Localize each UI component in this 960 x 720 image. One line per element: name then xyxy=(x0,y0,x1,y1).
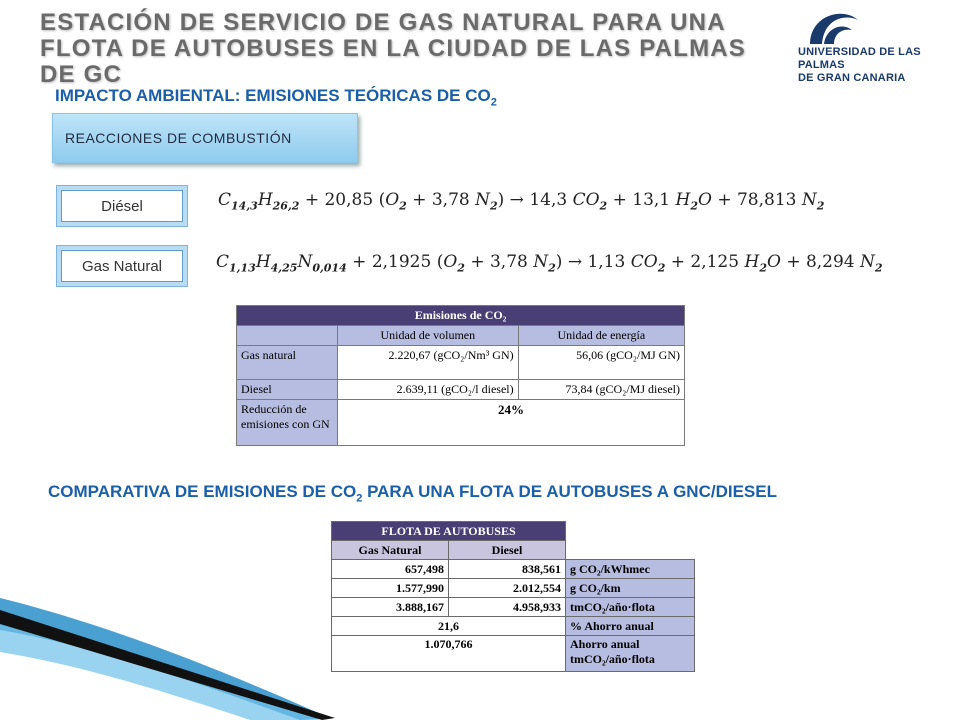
diesel-value: 2.012,554 xyxy=(449,579,566,598)
unit-label: g CO₂/km xyxy=(566,579,695,598)
diesel-label: Diésel xyxy=(61,190,183,222)
row-label: Diesel xyxy=(237,380,338,400)
row-energy: 73,84 (gCO₂/MJ diesel) xyxy=(518,380,684,400)
section2-sub: 2 xyxy=(356,492,363,505)
diesel-equation: $C_{14,3}H_{26,2} + 20,85$ ($O_2 + 3,78$ $N_2) \to 14,3$ $CO_2 + 13,1$ $H_2O + 78,813$ $N_2$ xyxy=(218,190,825,213)
gas-natural-button[interactable] xyxy=(56,245,188,287)
row-vol: 2.220,67 (gCO₂/Nm³ GN) xyxy=(338,346,519,380)
gas-label: Gas Natural xyxy=(61,250,183,282)
table-row xyxy=(237,346,685,380)
col-diesel: Diesel xyxy=(449,541,566,560)
section-heading-comparison xyxy=(48,482,777,504)
empty-cell xyxy=(566,541,695,560)
slide-title: ESTACIÓN DE SERVICIO DE GAS NATURAL PARA UNA FLOTA DE AUTOBUSES EN LA CIUDAD DE LAS PALMAS DE GC xyxy=(40,9,747,88)
emissions-title: Emisiones de CO₂ xyxy=(237,306,685,326)
table-row xyxy=(237,400,685,446)
unit-label: tmCO₂/año·flota xyxy=(566,598,695,617)
table-row xyxy=(237,380,685,400)
fleet-table xyxy=(331,521,695,672)
reactions-label: REACCIONES DE COMBUSTIÓN xyxy=(65,130,292,146)
section2-rest: PARA UNA FLOTA DE AUTOBUSES A GNC/DIESEL xyxy=(362,482,777,501)
diesel-value: 838,561 xyxy=(449,560,566,579)
table-row xyxy=(332,636,695,672)
saving-pct-label: % Ahorro anual xyxy=(566,617,695,636)
reduction-value: 24% xyxy=(338,400,685,446)
gas-equation: $C_{1,13}H_{4,25}N_{0,014} + 2,1925$ ($O_2 + 3,78$ $N_2) \to 1,13$ $CO_2 + 2,125$ $H_2O + 8,294$ $N_2$ xyxy=(216,252,883,275)
empty-cell xyxy=(566,522,695,541)
section1-text: IMPACTO AMBIENTAL: EMISIONES TEÓRICAS DE CO xyxy=(55,86,491,105)
col-volume: Unidad de volumen xyxy=(338,326,519,346)
logo-line1: UNIVERSIDAD DE LAS PALMAS xyxy=(798,46,921,71)
logo-line2: DE GRAN CANARIA xyxy=(798,72,906,84)
reactions-button[interactable] xyxy=(52,113,358,163)
reduction-label: Reducción de emisiones con GN xyxy=(237,400,338,446)
ulpgc-emblem-icon xyxy=(802,6,862,48)
corner-cell xyxy=(237,326,338,346)
emissions-table xyxy=(236,305,685,446)
section-heading-impact xyxy=(55,86,497,108)
diesel-value: 4.958,933 xyxy=(449,598,566,617)
university-logo xyxy=(796,6,956,84)
fleet-title: FLOTA DE AUTOBUSES xyxy=(332,522,566,541)
university-name xyxy=(798,46,956,85)
gas-value: 1.577,990 xyxy=(332,579,449,598)
row-label: Gas natural xyxy=(237,346,338,380)
row-vol: 2.639,11 (gCO₂/l diesel) xyxy=(338,380,519,400)
table-row xyxy=(332,598,695,617)
saving-abs-label: Ahorro anual tmCO₂/año·flota xyxy=(566,636,695,672)
saving-abs: 1.070,766 xyxy=(332,636,566,672)
table-row xyxy=(332,617,695,636)
section2-text: COMPARATIVA DE EMISIONES DE CO xyxy=(48,482,357,501)
col-gas: Gas Natural xyxy=(332,541,449,560)
table-row xyxy=(332,560,695,579)
saving-pct: 21,6 xyxy=(332,617,566,636)
table-row xyxy=(332,579,695,598)
diesel-button[interactable] xyxy=(56,185,188,227)
col-energy: Unidad de energía xyxy=(518,326,684,346)
row-energy: 56,06 (gCO₂/MJ GN) xyxy=(518,346,684,380)
gas-value: 3.888,167 xyxy=(332,598,449,617)
section1-sub: 2 xyxy=(490,96,497,109)
decorative-swoosh xyxy=(0,590,340,720)
gas-value: 657,498 xyxy=(332,560,449,579)
unit-label: g CO₂/kWhmec xyxy=(566,560,695,579)
